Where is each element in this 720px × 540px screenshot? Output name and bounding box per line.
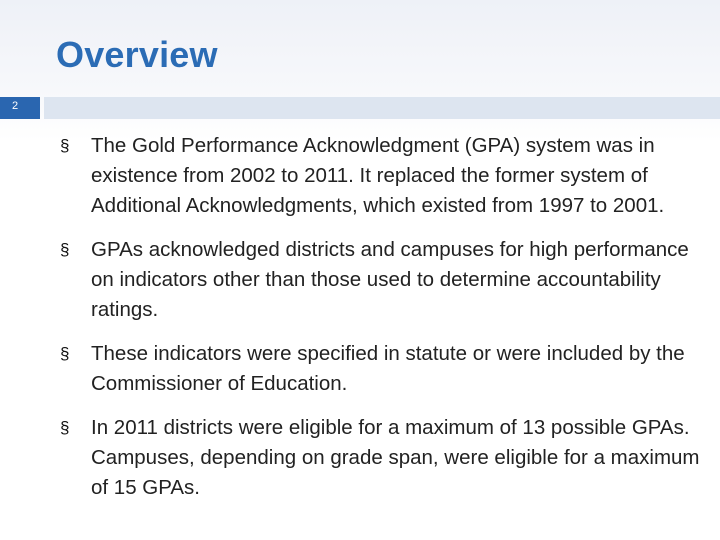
bullet-marker: § — [60, 136, 70, 155]
slide-title: Overview — [56, 34, 218, 75]
bullet-marker: § — [60, 418, 70, 437]
bullet-list — [60, 131, 700, 517]
bullet-text: In 2011 districts were eligible for a maximum of 13 possible GPAs. Campuses, depending on grade span, were eligible for a maximum of 15 GPAs. — [91, 416, 700, 499]
bullet-text: The Gold Performance Acknowledgment (GPA) system was in existence from 2002 to 2011. It replaced the former system of Additional Acknowledgments, which existed from 1997 to 2001. — [91, 134, 665, 217]
slide-number-box — [0, 97, 40, 119]
bullet-item — [60, 413, 700, 503]
slide-number: 2 — [12, 100, 19, 112]
bullet-text: These indicators were specified in statute or were included by the Commissioner of Education. — [91, 342, 685, 395]
bullet-marker: § — [60, 344, 70, 363]
bullet-item — [60, 339, 700, 399]
bullet-item — [60, 235, 700, 325]
bullet-text: GPAs acknowledged districts and campuses for high performance on indicators other than those used to determine accountability ratings. — [91, 238, 689, 321]
title-rule-bar — [44, 97, 720, 119]
bullet-marker: § — [60, 240, 70, 259]
bullet-item — [60, 131, 700, 221]
